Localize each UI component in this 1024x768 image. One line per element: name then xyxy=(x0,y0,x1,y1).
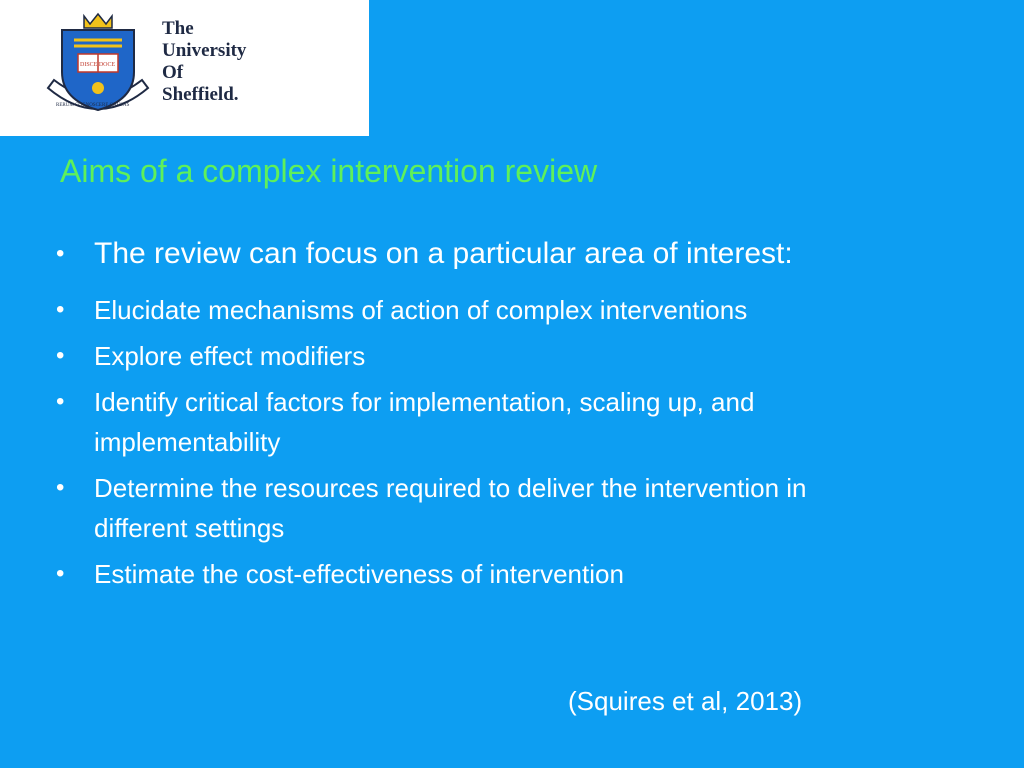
bullet-symbol: • xyxy=(56,240,65,267)
bullet-symbol: • xyxy=(56,560,65,587)
bullet-symbol: • xyxy=(56,474,65,501)
logo-line-4: Sheffield. xyxy=(162,84,239,105)
bullet-item xyxy=(56,336,976,376)
citation: (Squires et al, 2013) xyxy=(568,686,803,716)
university-name xyxy=(162,18,246,106)
university-logo xyxy=(0,0,369,136)
bullet-item xyxy=(56,234,976,274)
bullet-symbol: • xyxy=(56,388,65,415)
bullet-text: Determine the resources required to deliver the intervention in different settings xyxy=(94,473,807,543)
bullet-item xyxy=(56,554,976,594)
university-crest-icon xyxy=(44,10,152,122)
bullet-text: Explore effect modifiers xyxy=(94,341,366,371)
crest-band-text: RERUM COGNOSCERE CAUSAS xyxy=(56,103,130,108)
logo-line-2: University xyxy=(162,40,247,61)
bullet-text: Identify critical factors for implementation, scaling up, and implementability xyxy=(94,387,755,457)
bullet-text: Estimate the cost-effectiveness of intervention xyxy=(94,559,624,589)
bullet-text: Elucidate mechanisms of action of complex interventions xyxy=(94,295,748,325)
logo-line-1: The xyxy=(162,18,194,39)
bullet-item xyxy=(56,290,976,330)
logo-line-3: Of xyxy=(162,62,184,83)
bullet-list xyxy=(56,234,976,600)
bullet-symbol: • xyxy=(56,296,65,323)
bullet-item xyxy=(56,468,854,548)
bullet-text: The review can focus on a particular area of interest: xyxy=(94,237,793,270)
bullet-item xyxy=(56,382,924,462)
crest-motto-text: DISCE DOCE xyxy=(80,62,116,68)
slide-title: Aims of a complex intervention review xyxy=(60,153,598,189)
bullet-symbol: • xyxy=(56,342,65,369)
